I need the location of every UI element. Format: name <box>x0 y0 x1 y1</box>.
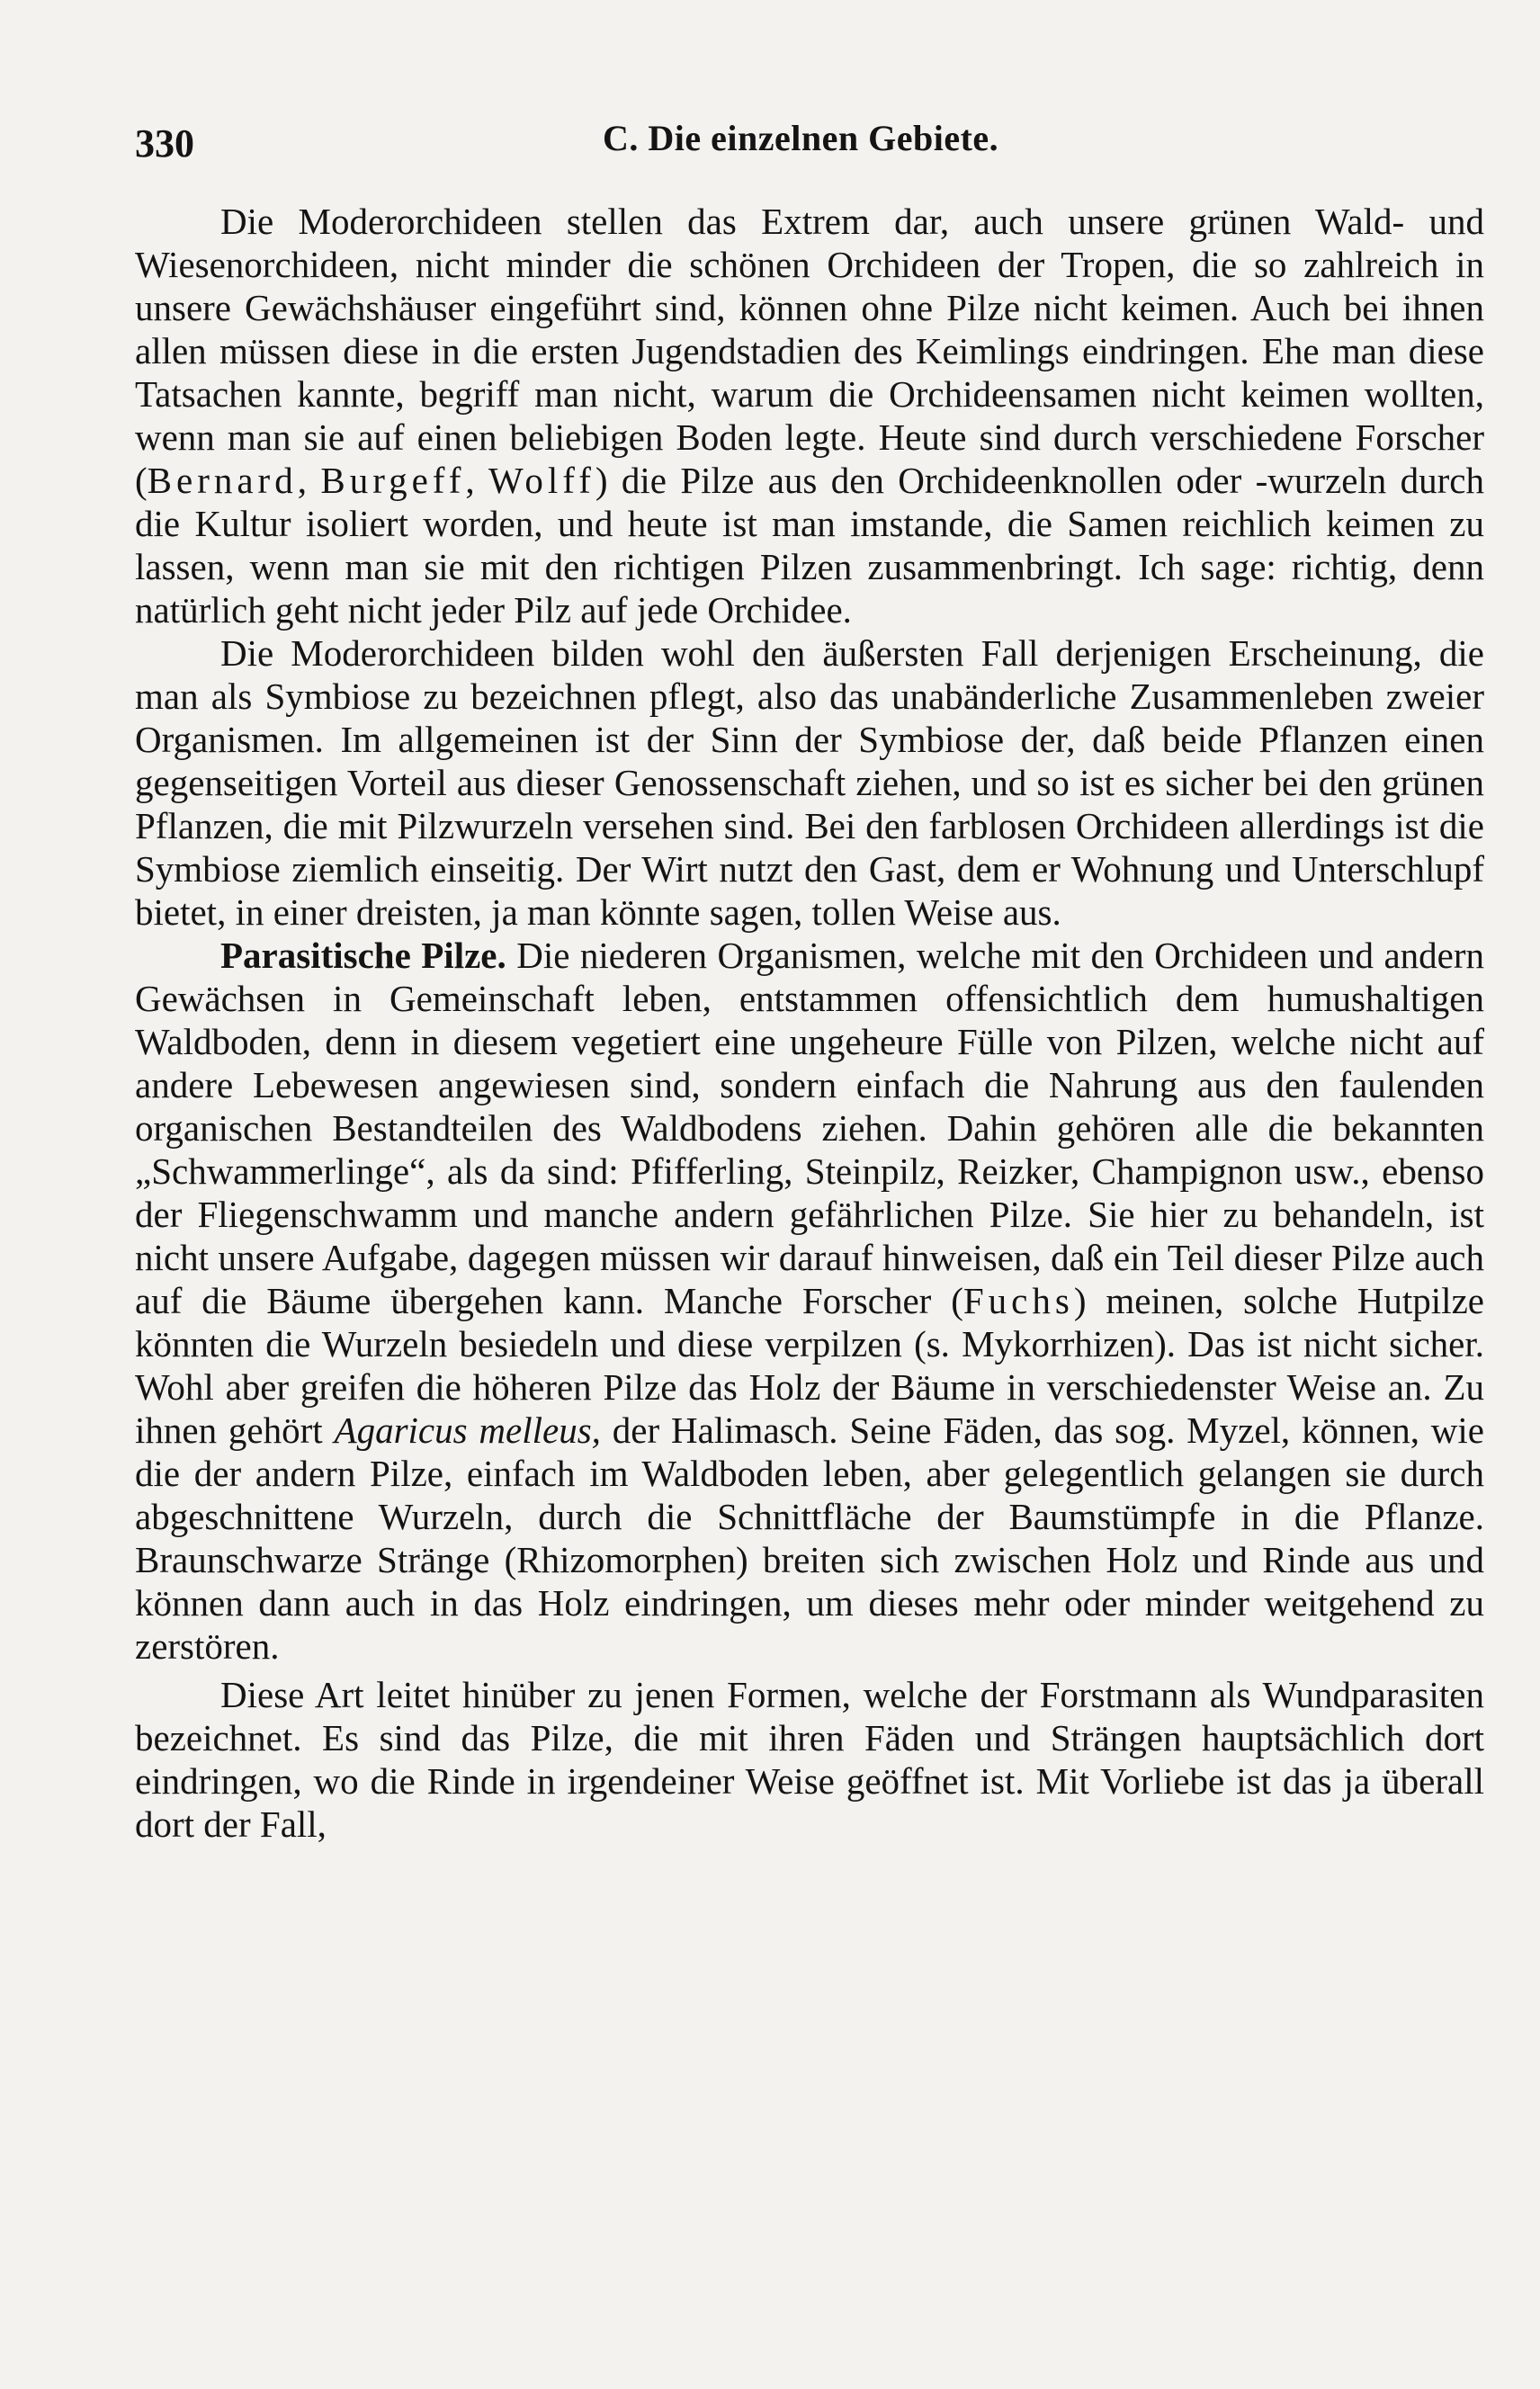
author-name: Burgeff <box>320 460 466 501</box>
book-page <box>135 108 1484 2357</box>
paragraph-wound-parasites <box>135 1673 1484 1846</box>
separator: , <box>465 460 488 501</box>
paragraph-parasitic-fungi <box>135 934 1484 1668</box>
separator: , <box>297 460 321 501</box>
author-name: Wolff <box>488 460 595 501</box>
species-name: Agaricus melleus, <box>334 1409 601 1451</box>
author-name: Fuchs <box>962 1280 1074 1321</box>
paragraph-text: Diese Art leitet hinüber zu jenen Formen, welche der Forstmann als Wundparasiten bezeichnet. Es sind das Pilze, die mit ihren Fäden und Strängen hauptsächlich dort eindringen, wo die Rinde in irgendeiner Weise geöffnet ist. Mit Vorliebe ist das ja überall dort der Fall, <box>135 1674 1484 1845</box>
paragraph-orchid-fungi <box>135 200 1484 631</box>
author-name: Bernard <box>147 460 298 501</box>
paragraph-text: ) die Pilze aus den Orchideenknollen oder -wurzeln durch die Kultur isoliert worden, und heute ist man imstande, die Samen reichlich keimen zu lassen, wenn man sie mit den richtigen Pilzen zusammenbringt. Ich sage: richtig, denn natürlich geht nicht jeder Pilz auf jede Orchidee. <box>135 460 1485 631</box>
body-text <box>135 200 1484 1846</box>
paragraph-text: der Halimasch. Seine Fäden, das sog. Myzel, können, wie die der andern Pilze, einfach im Waldboden leben, aber gelegentlich gelangen sie durch abgeschnittene Wurzeln, durch die Schnittfläche der Baumstümpfe in die Pflanze. Braunschwarze Stränge (Rhizomorphen) breiten sich zwischen Holz und Rinde aus und können dann auch in das Holz eindringen, um dieses mehr oder minder weitgehend zu zerstören. <box>135 1409 1484 1667</box>
paragraph-symbiosis <box>135 631 1484 934</box>
section-title: C. Die einzelnen Gebiete. <box>603 118 999 158</box>
page-number: 330 <box>135 121 194 166</box>
paragraph-text: Die Moderorchideen bilden wohl den äußersten Fall derjenigen Erscheinung, die man als Symbiose zu bezeichnen pflegt, also das unabänderliche Zusammenleben zweier Organismen. Im allgemeinen ist der Sinn der Symbiose der, daß beide Pflanzen einen gegenseitigen Vorteil aus dieser Genossenschaft ziehen, und so ist es sicher bei den grünen Pflanzen, die mit Pilzwurzeln versehen sind. Bei den farblosen Orchideen allerdings ist die Symbiose ziemlich einseitig. Der Wirt nutzt den Gast, dem er Wohnung und Unterschlupf bietet, in einer dreisten, ja man könnte sagen, tollen Weise aus. <box>135 632 1484 933</box>
paragraph-text: Die Moderorchideen stellen das Extrem dar, auch unsere grünen Wald- und Wiesenorchideen, nicht minder die schönen Orchideen der Tropen, die so zahlreich in unsere Gewächshäuser eingeführt sind, können ohne Pilze nicht keimen. Auch bei ihnen allen müssen diese in die ersten Jugendstadien des Keimlings eindringen. Ehe man diese Tatsachen kannte, begriff man nicht, warum die Orchideensamen nicht keimen wollten, wenn man sie auf einen beliebigen Boden legte. Heute sind durch verschiedene Forscher ( <box>135 201 1484 501</box>
paragraph-text: ) meinen, solche Hutpilze könnten die Wurzeln besiedeln und diese verpilzen (s. Mykorrhizen). Das ist nicht sicher. Wohl aber greifen die höheren Pilze das Holz der Bäume in verschiedenster Weise an. Zu ihnen gehört <box>135 1280 1484 1451</box>
running-head <box>135 108 1484 180</box>
run-in-heading: Parasitische Pilze. <box>220 935 506 976</box>
paragraph-text: Die niederen Organismen, welche mit den Orchideen und andern Gewächsen in Gemeinschaft leben, entstammen offensichtlich dem humushaltigen Waldboden, denn in diesem vegetiert eine ungeheure Fülle von Pilzen, welche nicht auf andere Lebewesen angewiesen sind, sondern einfach die Nahrung aus den faulenden organischen Bestandteilen des Waldbodens ziehen. Dahin gehören alle die bekannten „Schwammerlinge“, als da sind: Pfifferling, Steinpilz, Reizker, Champignon usw., ebenso der Fliegenschwamm und manche andern gefährlichen Pilze. Sie hier zu behandeln, ist nicht unsere Aufgabe, dagegen müssen wir darauf hinweisen, daß ein Teil dieser Pilze auch auf die Bäume übergehen kann. Manche Forscher ( <box>135 935 1484 1321</box>
